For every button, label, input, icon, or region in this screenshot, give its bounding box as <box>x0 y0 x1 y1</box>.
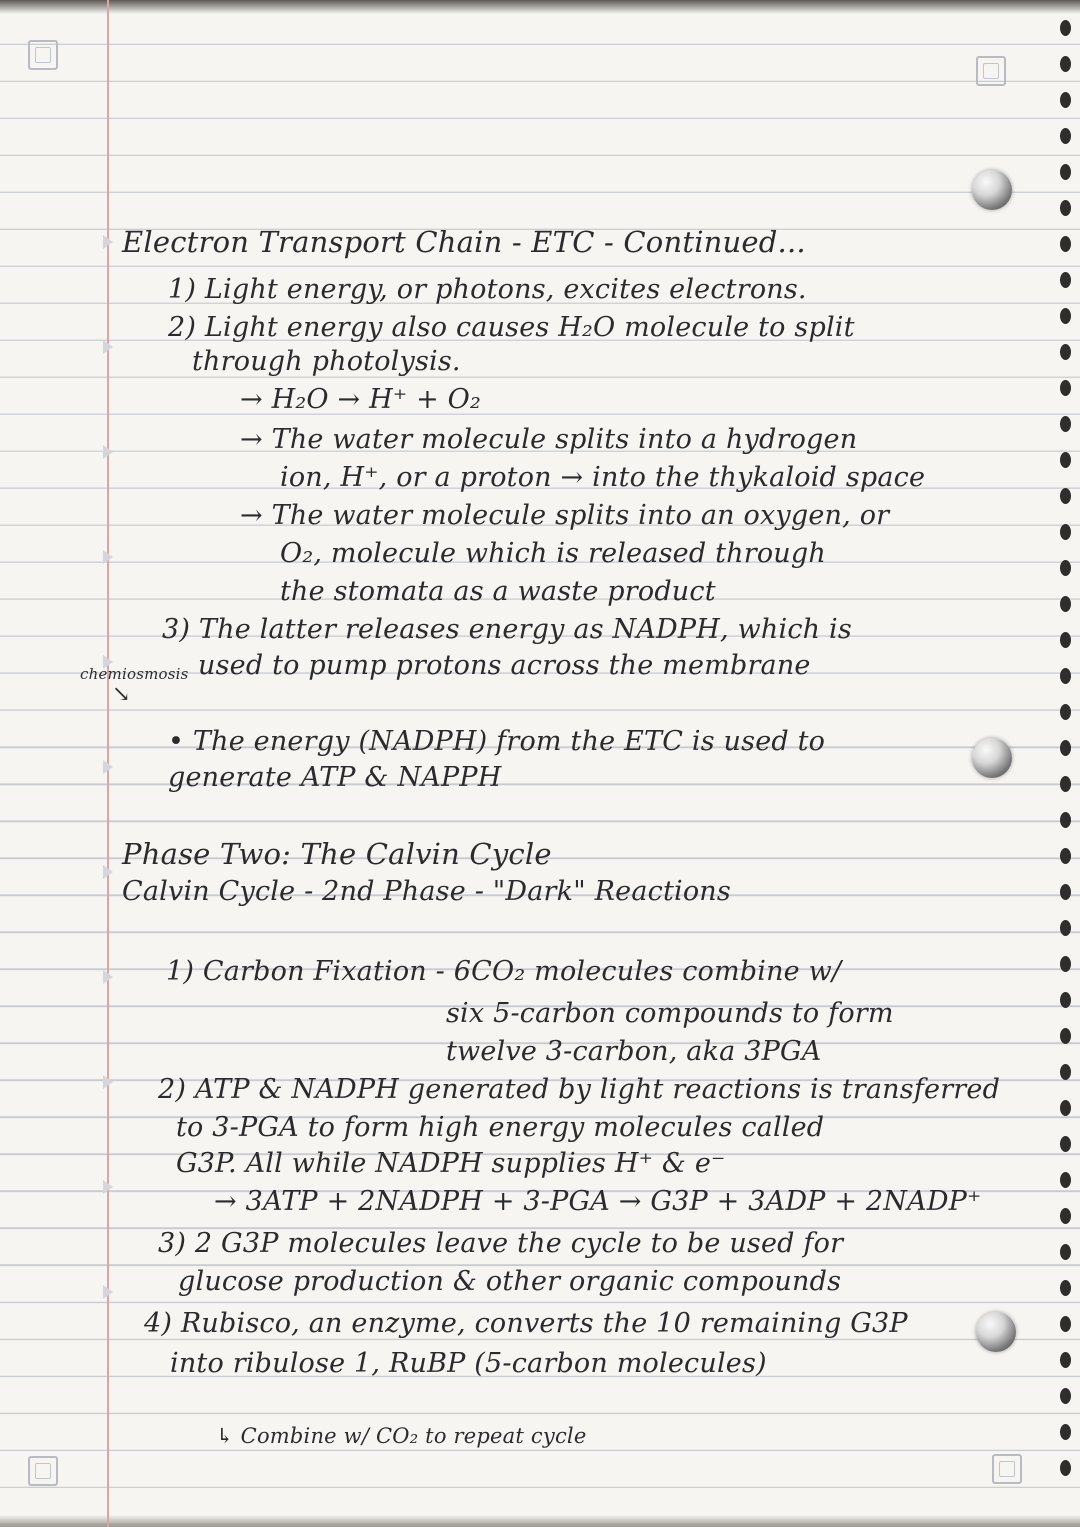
etc-title: Electron Transport Chain - ETC - Continued... <box>122 225 806 259</box>
oxygen-line-3: the stomata as a waste product <box>280 576 716 607</box>
photolysis-equation: → H₂O → H⁺ + O₂ <box>240 384 482 415</box>
etc-point-1: 1) Light energy, or photons, excites electrons. <box>168 274 807 305</box>
binder-ring-icon <box>972 170 1012 210</box>
corner-mark-icon <box>992 1454 1022 1484</box>
spiral-binding <box>1060 20 1074 1500</box>
carbon-fixation-2: six 5-carbon compounds to form <box>446 998 894 1029</box>
hydrogen-line-2: ion, H⁺, or a proton → into the thykaloid space <box>280 462 926 493</box>
margin-triangle-icon <box>103 970 113 984</box>
etc-point-3b: used to pump protons across the membrane <box>198 650 811 681</box>
margin-triangle-icon <box>103 865 113 879</box>
margin-triangle-icon <box>103 1180 113 1194</box>
g3p-line-2: glucose production & other organic compounds <box>178 1266 842 1297</box>
rubisco-line-3: ↳ Combine w/ CO₂ to repeat cycle <box>216 1424 587 1448</box>
energy-bullet-1: • The energy (NADPH) from the ETC is used to <box>168 726 826 757</box>
energy-bullet-2: generate ATP & NAPPH <box>168 762 502 793</box>
etc-point-3a: 3) The latter releases energy as NADPH, which is <box>162 614 852 645</box>
margin-triangle-icon <box>103 1285 113 1299</box>
margin-triangle-icon <box>103 235 113 249</box>
oxygen-line-1: → The water molecule splits into an oxygen, or <box>240 500 890 531</box>
etc-point-2a: 2) Light energy also causes H₂O molecule to split <box>168 312 855 343</box>
atp-nadph-3: G3P. All while NADPH supplies H⁺ & e⁻ <box>176 1148 726 1179</box>
down-arrow-icon: ↘ <box>112 682 131 707</box>
atp-nadph-2: to 3-PGA to form high energy molecules called <box>176 1112 825 1143</box>
phase-two-title: Phase Two: The Calvin Cycle <box>122 837 552 871</box>
rubisco-line-2: into ribulose 1, RuBP (5-carbon molecules) <box>170 1348 767 1379</box>
atp-nadph-1: 2) ATP & NADPH generated by light reactions is transferred <box>158 1074 1001 1105</box>
margin-triangle-icon <box>103 445 113 459</box>
corner-mark-icon <box>28 40 58 70</box>
oxygen-line-2: O₂, molecule which is released through <box>280 538 826 569</box>
margin-triangle-icon <box>103 760 113 774</box>
etc-point-2b: through photolysis. <box>192 346 461 377</box>
top-edge-shadow <box>0 0 1080 14</box>
margin-triangle-icon <box>103 550 113 564</box>
carbon-fixation-3: twelve 3-carbon, aka 3PGA <box>446 1036 822 1067</box>
chemiosmosis-label: chemiosmosis <box>80 665 189 683</box>
margin-triangle-icon <box>103 1075 113 1089</box>
hydrogen-line-1: → The water molecule splits into a hydrogen <box>240 424 858 455</box>
bottom-edge-shadow <box>0 1515 1080 1527</box>
binder-ring-icon <box>972 738 1012 778</box>
binder-ring-icon <box>976 1312 1016 1352</box>
calvin-subtitle: Calvin Cycle - 2nd Phase - "Dark" Reactions <box>122 876 731 907</box>
rubisco-line-1: 4) Rubisco, an enzyme, converts the 10 remaining G3P <box>144 1308 908 1339</box>
corner-mark-icon <box>976 56 1006 86</box>
carbon-fixation-1: 1) Carbon Fixation - 6CO₂ molecules combine w/ <box>166 956 842 987</box>
corner-mark-icon <box>28 1456 58 1486</box>
g3p-line-1: 3) 2 G3P molecules leave the cycle to be used for <box>158 1228 844 1259</box>
margin-triangle-icon <box>103 340 113 354</box>
calvin-equation: → 3ATP + 2NADPH + 3-PGA → G3P + 3ADP + 2NADP⁺ <box>214 1186 982 1217</box>
